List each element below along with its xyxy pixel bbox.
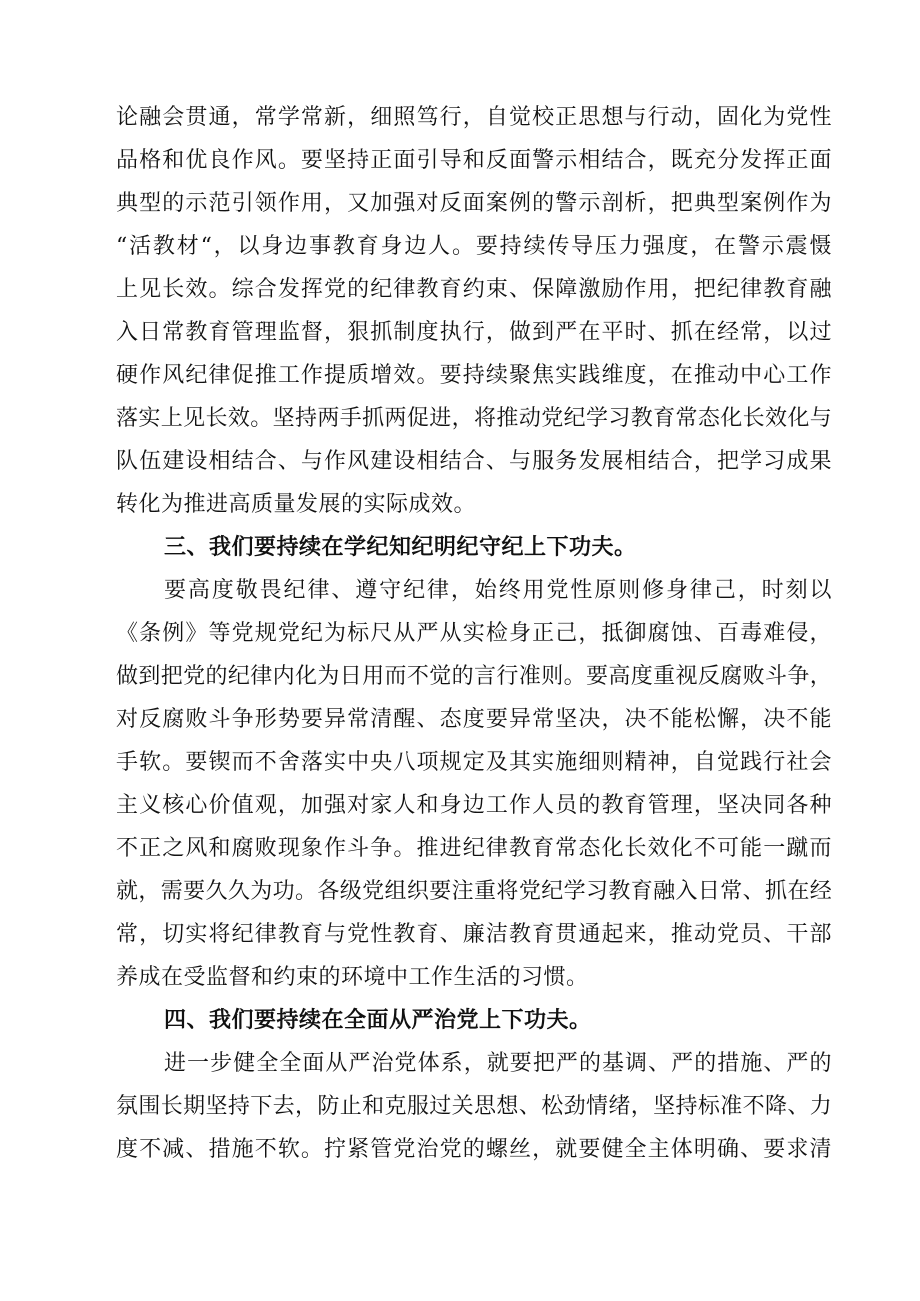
paragraph-line: 对反腐败斗争形势要异常清醒、态度要异常坚决，决不能松懈，决不能 bbox=[116, 707, 832, 732]
paragraph-line: 要高度敬畏纪律、遵守纪律，始终用党性原则修身律己，时刻以 bbox=[164, 578, 832, 603]
paragraph-line: 队伍建设相结合、与作风建设相结合、与服务发展相结合，把学习成果 bbox=[116, 449, 832, 474]
paragraph-line: 氛围长期坚持下去，防止和克服过关思想、松劲情绪，坚持标准不降、力 bbox=[116, 1094, 832, 1119]
paragraph-line: 《条例》等党规党纪为标尺从严从实检身正己，抵御腐蚀、百毒难侵， bbox=[116, 621, 832, 646]
paragraph-line: 常，切实将纪律教育与党性教育、廉洁教育贯通起来，推动党员、干部 bbox=[116, 922, 832, 947]
paragraph-line: 主义核心价值观，加强对家人和身边工作人员的教育管理，坚决同各种 bbox=[116, 793, 832, 818]
paragraph-line: 典型的示范引领作用，又加强对反面案例的警示剖析，把典型案例作为 bbox=[116, 191, 832, 216]
paragraph-line: 度不减、措施不软。拧紧管党治党的螺丝，就要健全主体明确、要求清 bbox=[116, 1137, 832, 1162]
paragraph-line: 手软。要锲而不舍落实中央八项规定及其实施细则精神，自觉践行社会 bbox=[116, 750, 832, 775]
paragraph-line: 不正之风和腐败现象作斗争。推进纪律教育常态化长效化不可能一蹴而 bbox=[116, 836, 832, 861]
paragraph-line: 就，需要久久为功。各级党组织要注重将党纪学习教育融入日常、抓在经 bbox=[116, 879, 832, 904]
section-heading-3: 三、我们要持续在学纪知纪明纪守纪上下功夫。 bbox=[164, 535, 637, 560]
paragraph-line: 硬作风纪律促推工作提质增效。要持续聚焦实践维度，在推动中心工作 bbox=[116, 363, 832, 388]
paragraph-line: 入日常教育管理监督，狠抓制度执行，做到严在平时、抓在经常，以过 bbox=[116, 320, 832, 345]
paragraph-line: 养成在受监督和约束的环境中工作生活的习惯。 bbox=[116, 965, 589, 990]
paragraph-line: 上见长效。综合发挥党的纪律教育约束、保障激励作用，把纪律教育融 bbox=[116, 277, 832, 302]
paragraph-line: 转化为推进高质量发展的实际成效。 bbox=[116, 492, 477, 517]
paragraph-line: 做到把党的纪律内化为日用而不觉的言行准则。要高度重视反腐败斗争， bbox=[116, 664, 832, 689]
paragraph-line: 落实上见长效。坚持两手抓两促进，将推动党纪学习教育常态化长效化与 bbox=[116, 406, 832, 431]
paragraph-line: “活教材“，以身边事教育身边人。要持续传导压力强度，在警示震慑 bbox=[116, 234, 832, 259]
paragraph-line: 论融会贯通，常学常新，细照笃行，自觉校正思想与行动，固化为党性 bbox=[116, 105, 832, 130]
paragraph-line: 进一步健全全面从严治党体系，就要把严的基调、严的措施、严的 bbox=[164, 1051, 832, 1076]
paragraph-line: 品格和优良作风。要坚持正面引导和反面警示相结合，既充分发挥正面 bbox=[116, 148, 832, 173]
section-heading-4: 四、我们要持续在全面从严治党上下功夫。 bbox=[164, 1008, 592, 1033]
